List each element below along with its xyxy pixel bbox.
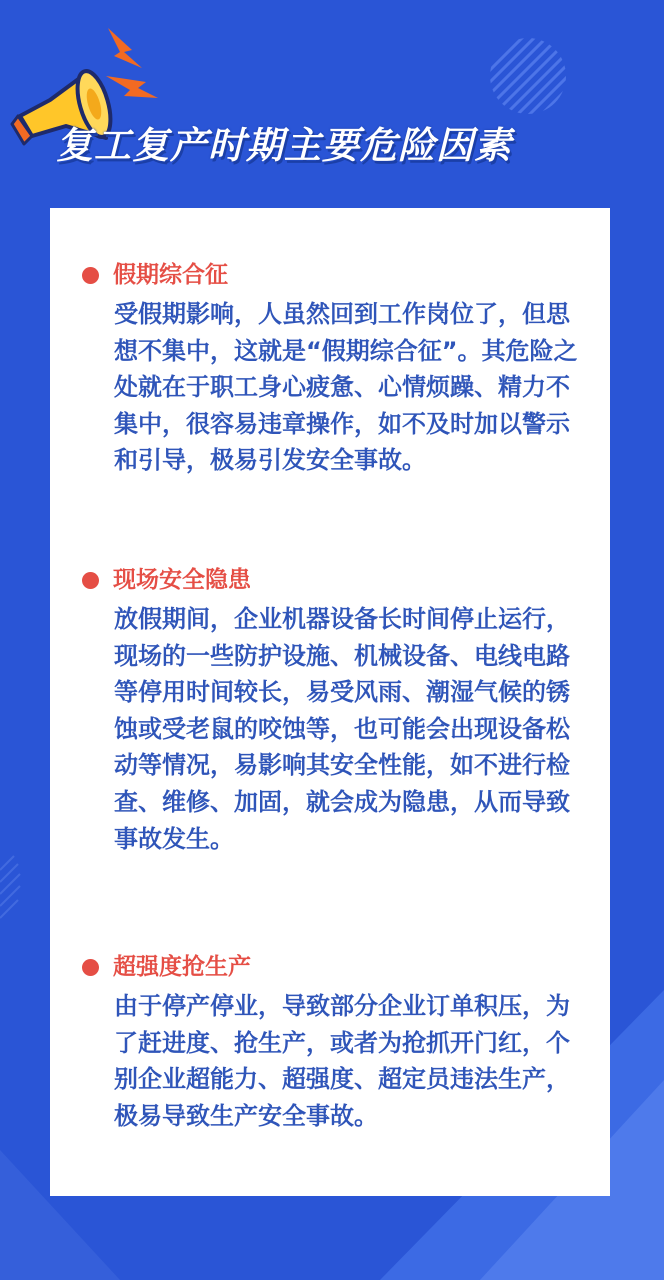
lightning-icon <box>108 28 142 68</box>
section-heading <box>82 258 228 292</box>
section-body: 由于停产停业，导致部分企业订单积压，为了赶进度、抢生产，或者为抢抓开门红，个别企业超能力、超强度、超定员违法生产，极易导致生产安全事故。 <box>114 992 570 1130</box>
section-body: 放假期间，企业机器设备长时间停止运行，现场的一些防护设施、机械设备、电线电路等停用时间较长，易受风雨、潮湿气候的锈蚀或受老鼠的咬蚀等，也可能会出现设备松动等情况，易影响其安全性能，如不进行检查、维修、加固，就会成为隐患，从而导致事故发生。 <box>114 605 570 853</box>
bullet-dot <box>82 572 99 589</box>
section-title: 超强度抢生产 <box>113 954 251 980</box>
page-title: 复工复产时期主要危险因素 <box>56 124 512 167</box>
section-title: 假期综合征 <box>113 262 228 288</box>
bullet-dot <box>82 959 99 976</box>
section-title: 现场安全隐患 <box>113 567 251 593</box>
bullet-dot <box>82 267 99 284</box>
section-heading <box>82 563 251 597</box>
section-body: 受假期影响，人虽然回到工作岗位了，但思想不集中，这就是“假期综合征”。其危险之处就在于职工身心疲惫、心情烦躁、精力不集中，很容易违章操作，如不及时加以警示和引导，极易引发安全事故。 <box>114 300 578 475</box>
section-heading <box>82 950 251 984</box>
decorative-dots-circle <box>488 36 568 116</box>
